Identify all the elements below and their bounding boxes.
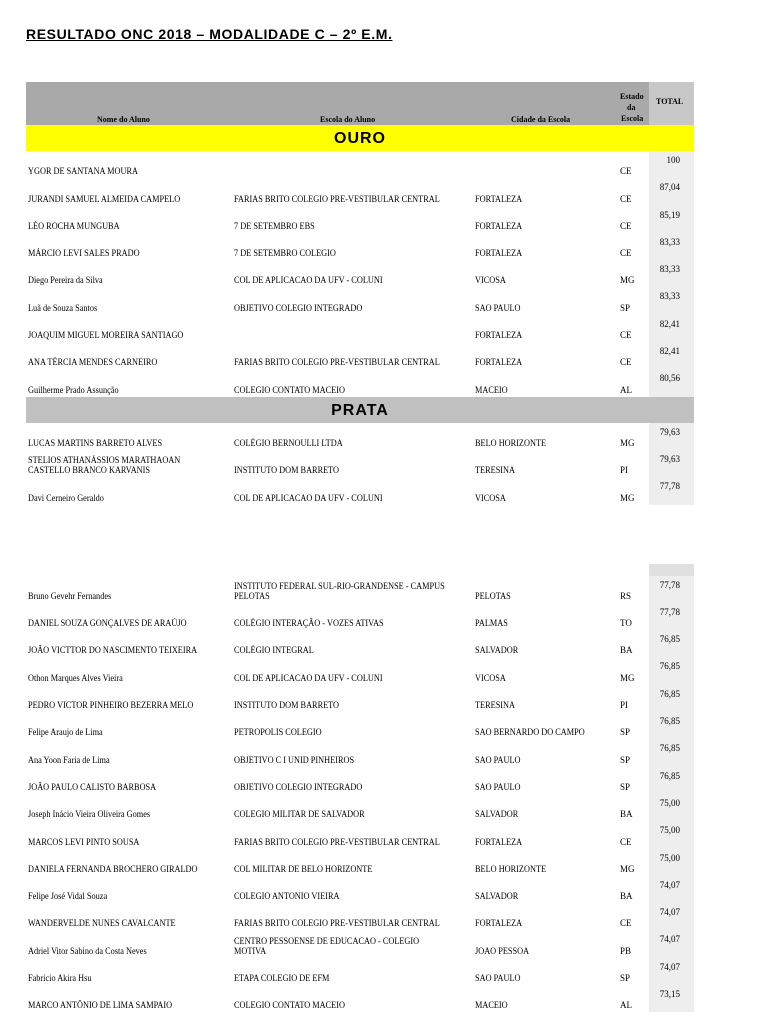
student-name: Othon Marques Alves Vieira xyxy=(28,672,123,683)
school-name: INSTITUTO DOM BARRETO xyxy=(234,700,340,711)
total-cell xyxy=(649,287,694,314)
total-cell xyxy=(649,315,694,342)
table-row xyxy=(26,603,694,630)
total-score: 87,04 xyxy=(659,182,680,193)
state-code: CE xyxy=(620,357,632,368)
city-name: TERESINA xyxy=(475,700,516,711)
table-row xyxy=(26,849,694,876)
state-code: MG xyxy=(620,492,635,503)
state-code: BA xyxy=(620,645,633,656)
city-name: FORTALEZA xyxy=(475,193,523,204)
header-state-3: Escola xyxy=(621,114,644,123)
total-score: 76,85 xyxy=(659,661,680,672)
total-score: 77,78 xyxy=(659,481,680,492)
total-cell xyxy=(649,260,694,287)
total-cell xyxy=(649,712,694,739)
table-row xyxy=(26,260,694,287)
state-code: MG xyxy=(620,275,635,286)
school-name: COLEGIO MILITAR DE SALVADOR xyxy=(234,809,365,820)
city-name: FORTALEZA xyxy=(475,357,523,368)
state-code: SP xyxy=(620,754,631,765)
student-name: Davi Cerneiro Geraldo xyxy=(28,492,104,503)
total-score: 73,15 xyxy=(659,989,680,1000)
total-cell xyxy=(649,178,694,205)
state-code: SP xyxy=(620,727,631,738)
state-code: CE xyxy=(620,166,632,177)
school-name: INSTITUTO FEDERAL SUL-RIO-GRANDENSE - CAMPUS PELOTAS xyxy=(234,580,445,601)
city-name: FORTALEZA xyxy=(475,330,523,341)
student-name: Bruno Gevehr Fernandes xyxy=(28,590,112,601)
student-name: JOÃO PAULO CALISTO BARBOSA xyxy=(28,781,157,792)
student-name: PEDRO VICTOR PINHEIRO BEZERRA MELO xyxy=(28,700,194,711)
student-name: JURANDI SAMUEL ALMEIDA CAMPELO xyxy=(28,193,181,204)
header-total: TOTAL xyxy=(656,97,684,106)
table-row xyxy=(26,985,694,1012)
school-name: COLÉGIO INTEGRAL xyxy=(234,645,314,656)
total-score: 83,33 xyxy=(659,291,680,302)
table-row xyxy=(26,794,694,821)
table-row xyxy=(26,287,694,314)
total-cell xyxy=(649,206,694,233)
total-cell xyxy=(649,576,694,603)
header-state-1: Estado xyxy=(620,92,644,101)
table-row xyxy=(26,178,694,205)
city-name: MACEIO xyxy=(475,384,508,395)
state-code: MG xyxy=(620,863,635,874)
city-name: SAO PAULO xyxy=(475,754,521,765)
total-cell xyxy=(649,423,694,450)
city-name: SALVADOR xyxy=(475,645,519,656)
total-score: 76,85 xyxy=(659,743,680,754)
city-name: SAO BERNARDO DO CAMPO xyxy=(475,727,585,738)
table-row xyxy=(26,576,694,603)
total-score: 77,78 xyxy=(659,606,680,617)
total-score: 74,07 xyxy=(659,879,680,890)
table-row xyxy=(26,903,694,930)
student-name: Adriel Vitor Sabino da Costa Neves xyxy=(28,945,147,956)
total-score: 82,41 xyxy=(659,318,680,329)
state-code: PI xyxy=(620,700,629,711)
total-cell xyxy=(649,958,694,985)
total-score: 75,00 xyxy=(659,852,680,863)
total-score: 74,07 xyxy=(659,934,680,945)
total-score: 83,33 xyxy=(659,236,680,247)
state-code: SP xyxy=(620,973,631,984)
total-cell xyxy=(649,930,694,957)
header-city: Cidade da Escola xyxy=(511,115,571,124)
total-cell xyxy=(649,767,694,794)
state-code: RS xyxy=(620,590,632,601)
student-name: Felipe Araujo de Lima xyxy=(28,727,103,738)
total-cell xyxy=(649,794,694,821)
school-name: COLÉGIO BERNOULLI LTDA xyxy=(234,437,343,448)
total-score: 76,85 xyxy=(659,716,680,727)
state-code: CE xyxy=(620,918,632,929)
city-name: SAO PAULO xyxy=(475,973,521,984)
student-name: Fabrício Akira Hsu xyxy=(28,973,92,984)
student-name: DANIELA FERNANDA BROCHERO GIRALDO xyxy=(28,863,198,874)
school-name: COL MILITAR DE BELO HORIZONTE xyxy=(234,863,373,874)
student-name: JOAQUIM MIGUEL MOREIRA SANTIAGO xyxy=(28,330,184,341)
student-name: Joseph Inácio Vieira Oliveira Gomes xyxy=(28,809,151,820)
table-row xyxy=(26,958,694,985)
school-name: FARIAS BRITO COLEGIO PRE-VESTIBULAR CENTRAL xyxy=(234,836,440,847)
city-name: JOAO PESSOA xyxy=(475,945,530,956)
total-cell xyxy=(649,849,694,876)
city-name: FORTALEZA xyxy=(475,248,523,259)
total-score: 76,85 xyxy=(659,688,680,699)
total-cell xyxy=(649,685,694,712)
table-row xyxy=(26,450,694,477)
student-name: LUCAS MARTINS BARRETO ALVES xyxy=(28,437,163,448)
state-code: MG xyxy=(620,437,635,448)
header-school: Escola do Aluno xyxy=(320,115,376,124)
table-row xyxy=(26,151,694,178)
city-name: SALVADOR xyxy=(475,891,519,902)
section-silver: PRATA xyxy=(26,397,694,423)
total-cell xyxy=(649,369,694,396)
total-score: 77,78 xyxy=(659,579,680,590)
school-name: FARIAS BRITO COLEGIO PRE-VESTIBULAR CENTRAL xyxy=(234,918,440,929)
total-cell xyxy=(649,630,694,657)
city-name: TERESINA xyxy=(475,465,516,476)
table-row xyxy=(26,930,694,957)
total-score: 83,33 xyxy=(659,264,680,275)
school-name: INSTITUTO DOM BARRETO xyxy=(234,465,340,476)
total-score: 74,07 xyxy=(659,907,680,918)
total-score: 100 xyxy=(666,155,680,165)
total-score: 76,85 xyxy=(659,634,680,645)
state-code: AL xyxy=(620,1000,632,1011)
table-row xyxy=(26,657,694,684)
student-name: MARCO ANTÔNIO DE LIMA SAMPAIO xyxy=(28,1000,173,1011)
total-score: 79,63 xyxy=(659,426,680,437)
student-name: DANIEL SOUZA GONÇALVES DE ARAÚJO xyxy=(28,618,187,629)
table-row xyxy=(26,233,694,260)
school-name: FARIAS BRITO COLEGIO PRE-VESTIBULAR CENTRAL xyxy=(234,357,440,368)
total-cell xyxy=(649,985,694,1012)
school-name: OBJETIVO C I UNID PINHEIROS xyxy=(234,754,355,765)
total-score: 74,07 xyxy=(659,961,680,972)
city-name: SALVADOR xyxy=(475,809,519,820)
table-row xyxy=(26,477,694,504)
table-header xyxy=(26,82,694,125)
student-name: MARCOS LEVI PINTO SOUSA xyxy=(28,836,140,847)
student-name: ANA TÉRCIA MENDES CARNEIRO xyxy=(28,357,158,368)
school-name: 7 DE SETEMBRO COLEGIO xyxy=(234,248,336,259)
city-name: VICOSA xyxy=(475,492,506,503)
total-score: 75,00 xyxy=(659,825,680,836)
total-cell xyxy=(649,450,694,477)
silver-rows-a xyxy=(26,423,694,505)
table-row xyxy=(26,739,694,766)
table-row xyxy=(26,369,694,396)
state-code: TO xyxy=(620,618,632,629)
total-score: 82,41 xyxy=(659,346,680,357)
total-cell xyxy=(649,233,694,260)
state-code: PB xyxy=(620,945,632,956)
city-name: MACEIO xyxy=(475,1000,508,1011)
state-code: MG xyxy=(620,672,635,683)
school-name: COL DE APLICACAO DA UFV - COLUNI xyxy=(234,275,383,286)
student-name: Luã de Souza Santos xyxy=(28,302,98,313)
table-row xyxy=(26,423,694,450)
total-cell xyxy=(649,657,694,684)
school-name: COL DE APLICACAO DA UFV - COLUNI xyxy=(234,672,383,683)
state-code: CE xyxy=(620,193,632,204)
results-table xyxy=(26,82,694,1012)
student-name: STELIOS ATHANÁSSIOS MARATHAOAN CASTELLO BRANCO KARVANIS xyxy=(28,455,181,476)
city-name: BELO HORIZONTE xyxy=(475,863,547,874)
city-name: PELOTAS xyxy=(475,590,511,601)
student-name: WANDERVELDE NUNES CAVALCANTE xyxy=(28,918,176,929)
gold-rows xyxy=(26,151,694,397)
school-name: OBJETIVO COLEGIO INTEGRADO xyxy=(234,781,363,792)
table-row xyxy=(26,876,694,903)
student-name: JOÃO VICTTOR DO NASCIMENTO TEIXEIRA xyxy=(28,645,198,656)
student-name: Ana Yoon Faria de Lima xyxy=(28,754,110,765)
table-row xyxy=(26,685,694,712)
state-code: SP xyxy=(620,302,631,313)
school-name: COLÉGIO INTERAÇÃO - VOZES ATIVAS xyxy=(234,618,384,629)
total-score: 79,63 xyxy=(659,453,680,464)
city-name: VICOSA xyxy=(475,275,506,286)
section-gold: OURO xyxy=(26,125,694,151)
table-row xyxy=(26,767,694,794)
state-code: CE xyxy=(620,836,632,847)
total-cell xyxy=(649,821,694,848)
total-cell xyxy=(649,876,694,903)
state-code: CE xyxy=(620,220,632,231)
total-score: 76,85 xyxy=(659,770,680,781)
school-name: ETAPA COLEGIO DE EFM xyxy=(234,973,330,984)
state-code: CE xyxy=(620,330,632,341)
total-score: 75,00 xyxy=(659,797,680,808)
page-gap xyxy=(26,505,694,564)
school-name: COLEGIO CONTATO MACEIO xyxy=(234,384,345,395)
school-name: PETROPOLIS COLEGIO xyxy=(234,727,322,738)
table-row xyxy=(26,712,694,739)
state-code: CE xyxy=(620,248,632,259)
city-name: SAO PAULO xyxy=(475,781,521,792)
school-name: OBJETIVO COLEGIO INTEGRADO xyxy=(234,302,363,313)
school-name: COL DE APLICACAO DA UFV - COLUNI xyxy=(234,492,383,503)
total-column-top xyxy=(26,564,694,576)
city-name: PALMAS xyxy=(475,618,508,629)
city-name: SAO PAULO xyxy=(475,302,521,313)
silver-rows-b xyxy=(26,576,694,1013)
city-name: VICOSA xyxy=(475,672,506,683)
student-name: Diego Pereira da Silva xyxy=(28,275,103,286)
total-cell xyxy=(649,151,694,178)
total-cell xyxy=(649,739,694,766)
table-row xyxy=(26,206,694,233)
state-code: PI xyxy=(620,465,629,476)
total-cell xyxy=(649,903,694,930)
total-cell xyxy=(649,342,694,369)
city-name: FORTALEZA xyxy=(475,220,523,231)
page-title: RESULTADO ONC 2018 – MODALIDADE C – 2º E.M. xyxy=(26,26,393,42)
student-name: Guilherme Prado Assunção xyxy=(28,384,119,395)
header-state-2: da xyxy=(627,103,636,112)
state-code: BA xyxy=(620,809,633,820)
table-row xyxy=(26,630,694,657)
school-name: 7 DE SETEMBRO EBS xyxy=(234,220,315,231)
header-name: Nome do Aluno xyxy=(97,115,150,124)
state-code: AL xyxy=(620,384,632,395)
total-score: 80,56 xyxy=(659,373,680,384)
city-name: FORTALEZA xyxy=(475,836,523,847)
total-score: 85,19 xyxy=(659,209,680,220)
state-code: SP xyxy=(620,781,631,792)
student-name: YGOR DE SANTANA MOURA xyxy=(28,166,138,177)
table-row xyxy=(26,821,694,848)
school-name: COLEGIO ANTONIO VIEIRA xyxy=(234,891,340,902)
student-name: Felipe José Vidal Souza xyxy=(28,891,108,902)
state-code: BA xyxy=(620,891,633,902)
student-name: MÁRCIO LEVI SALES PRADO xyxy=(28,248,140,259)
table-row xyxy=(26,342,694,369)
student-name: LÉO ROCHA MUNGUBA xyxy=(28,220,120,231)
city-name: BELO HORIZONTE xyxy=(475,437,547,448)
school-name: COLEGIO CONTATO MACEIO xyxy=(234,1000,345,1011)
school-name: FARIAS BRITO COLEGIO PRE-VESTIBULAR CENTRAL xyxy=(234,193,440,204)
total-cell xyxy=(649,603,694,630)
total-cell xyxy=(649,477,694,504)
school-name: CENTRO PESSOENSE DE EDUCACAO - COLEGIO MOTIVA xyxy=(234,935,420,956)
table-row xyxy=(26,315,694,342)
city-name: FORTALEZA xyxy=(475,918,523,929)
